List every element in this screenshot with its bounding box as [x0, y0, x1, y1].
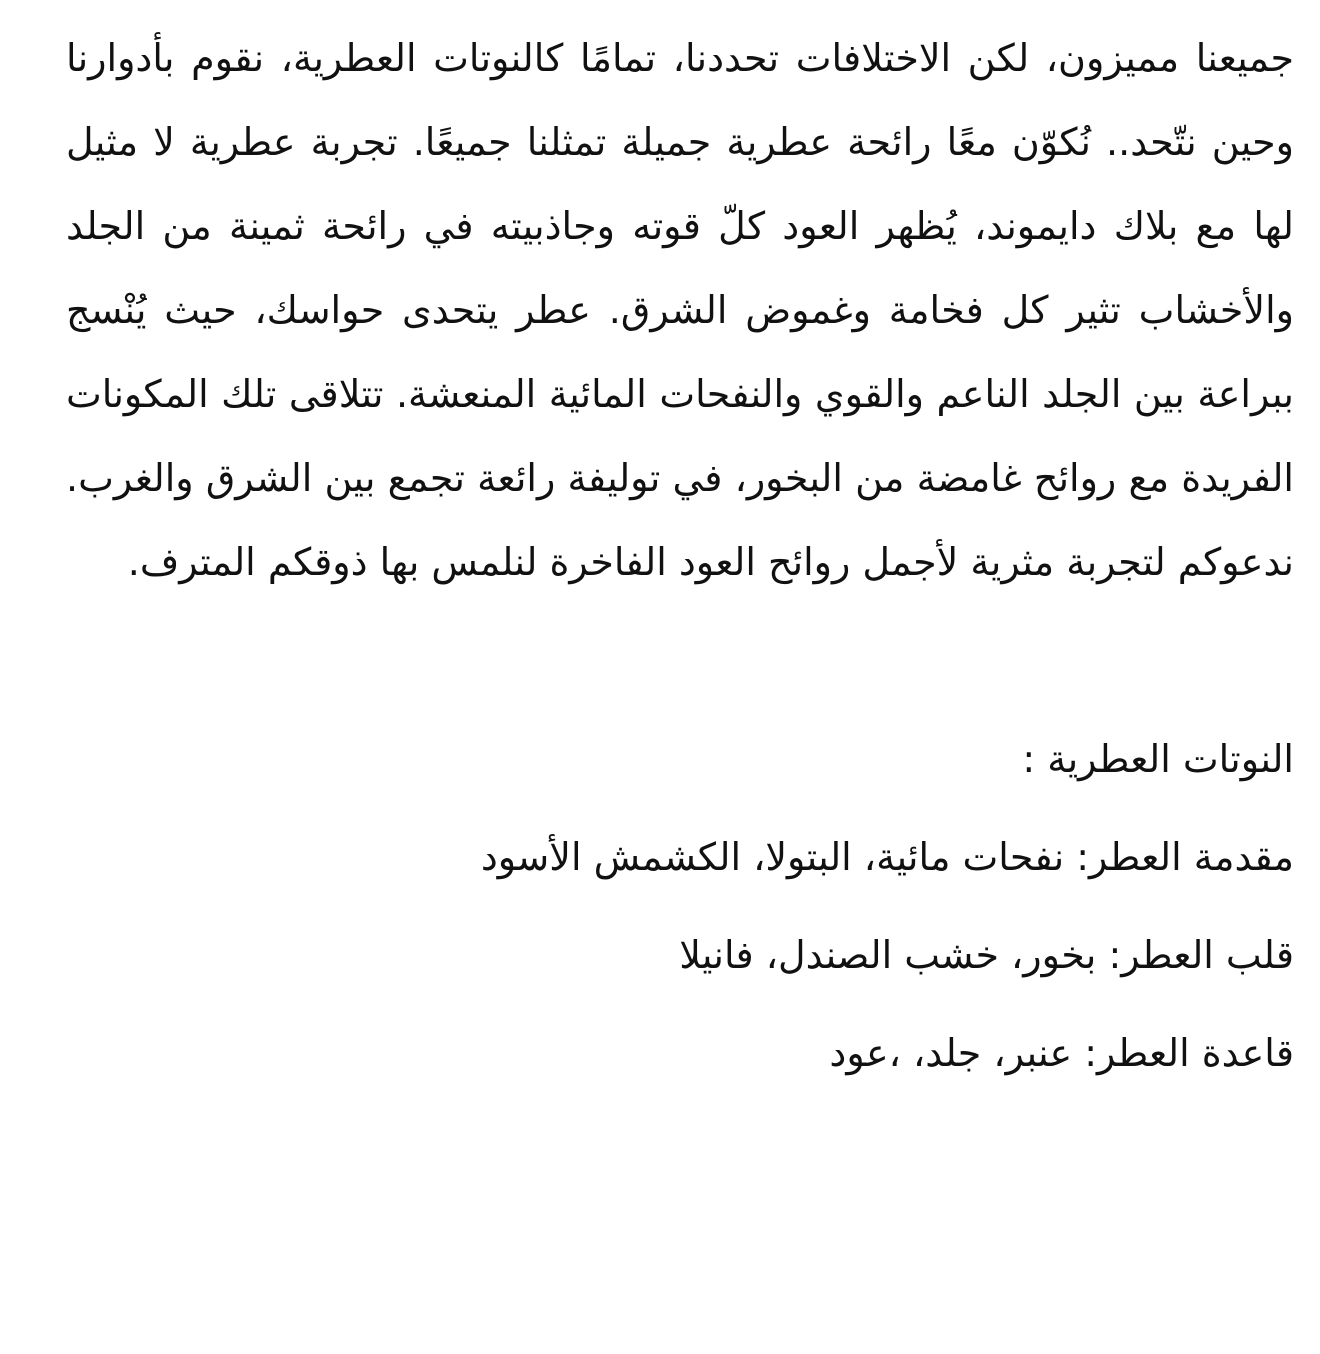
fragrance-notes-section	[66, 710, 1294, 1102]
base-notes: قاعدة العطر: عنبر، جلد، ،عود	[829, 1031, 1294, 1075]
top-notes: مقدمة العطر: نفحات مائية، البتولا، الكشمش الأسود	[480, 835, 1294, 879]
notes-heading: النوتات العطرية :	[1022, 737, 1294, 781]
product-description: جميعنا مميزون، لكن الاختلافات تحددنا، تمامًا كالنوتات العطرية، نقوم بأدوارنا وحين نتّحد.. نُكوّن معًا رائحة عطرية جميلة تمثلنا جميعًا. تجربة عطرية لا مثيل لها مع بلاك دايموند، يُظهر العود كلّ قوته وجاذبيته في رائحة ثمينة من الجلد والأخشاب تثير كل فخامة وغموض الشرق. عطر يتحدى حواسك، حيث يُنْسج ببراعة بين الجلد الناعم والقوي والنفحات المائية المنعشة. تتلاقى تلك المكونات الفريدة مع روائح غامضة من البخور، في توليفة رائعة تجمع بين الشرق والغرب. ندعوكم لتجربة مثرية لأجمل روائح العود الفاخرة لنلمس بها ذوقكم المترف.	[66, 36, 1294, 584]
heart-notes: قلب العطر: بخور، خشب الصندل، فانيلا	[679, 933, 1294, 977]
